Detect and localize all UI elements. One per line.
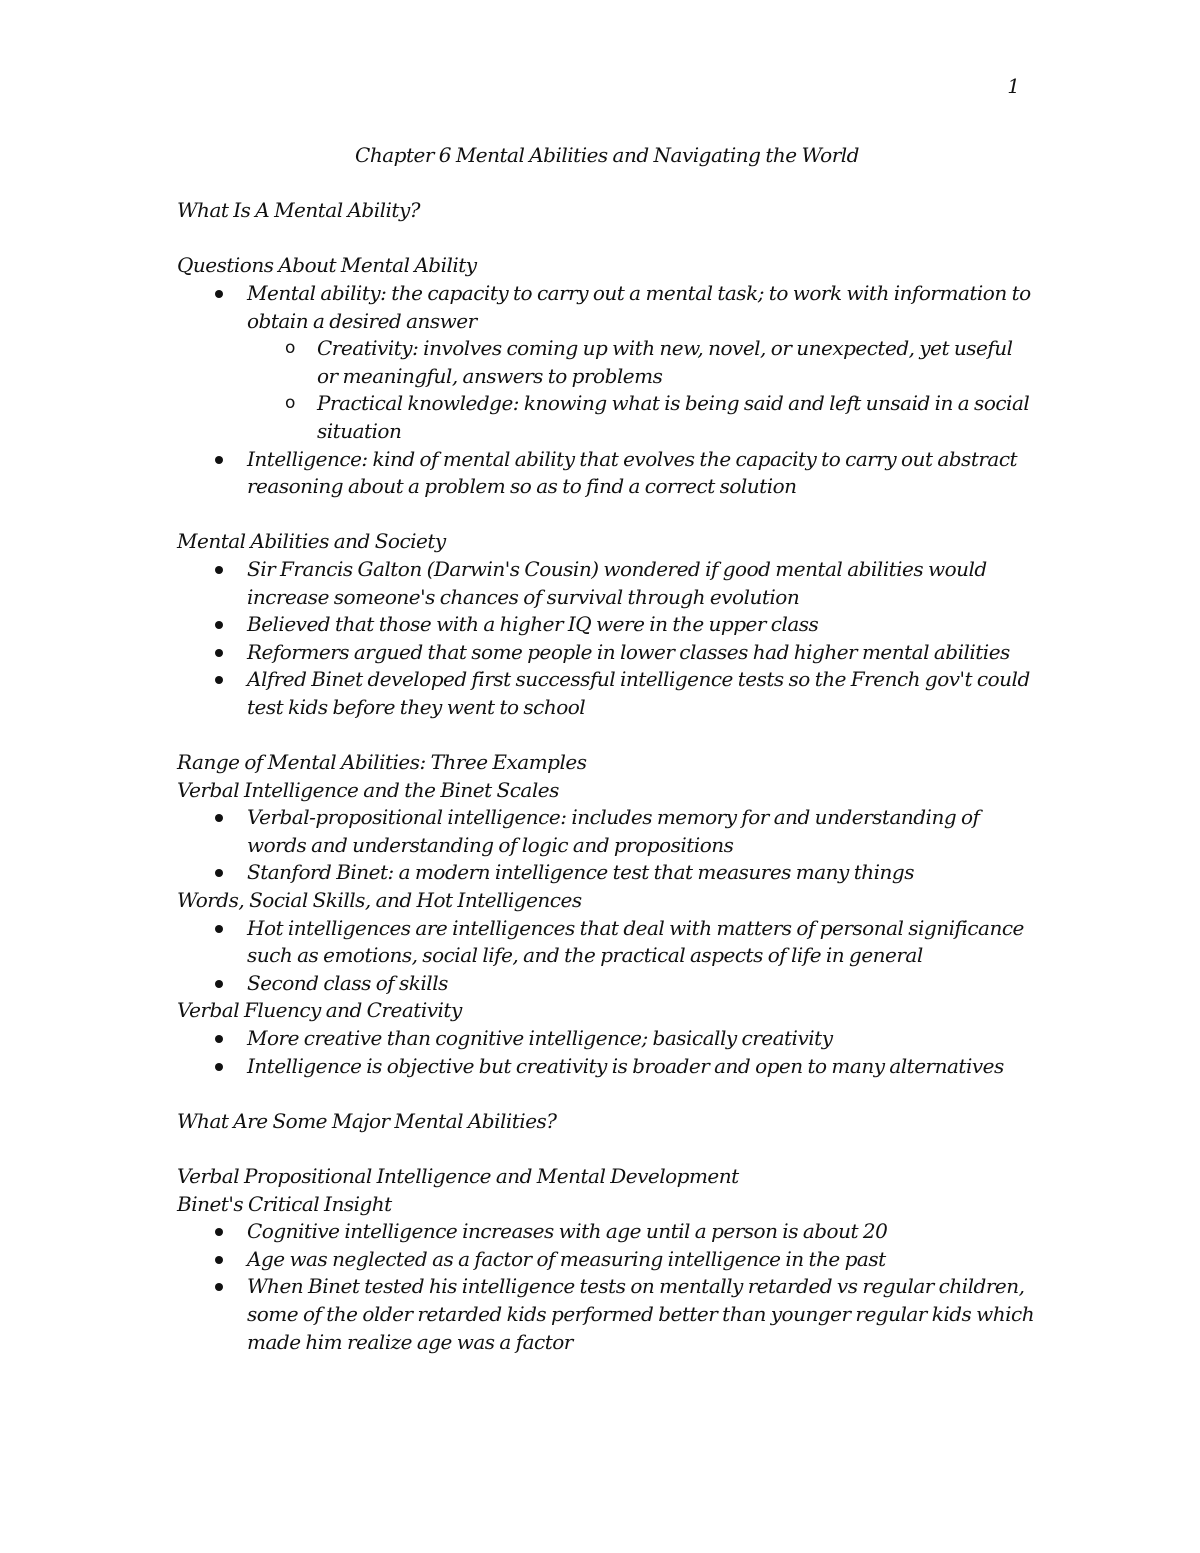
subheading-hot-intelligences: Words, Social Skills, and Hot Intelligences [177, 888, 582, 913]
section-heading-major: What Are Some Major Mental Abilities? [177, 1108, 557, 1133]
list-item: When Binet tested his intelligence tests on mentally retarded vs regular children, some of the older retarded kids performed better than younger regular kids which made him realize age was a factor [177, 1273, 1037, 1356]
hot-list [177, 915, 1037, 998]
subheading-verbal-binet: Verbal Intelligence and the Binet Scales [177, 777, 559, 802]
list-item [177, 280, 1037, 446]
list-item: Intelligence is objective but creativity is broader and open to many alternatives [177, 1053, 1037, 1081]
section-heading-range: Range of Mental Abilities: Three Examples [177, 750, 587, 775]
list-item: Intelligence: kind of mental ability that evolves the capacity to carry out abstract reasoning about a problem so as to find a correct solution [177, 446, 1037, 501]
list-item: Reformers argued that some people in lower classes had higher mental abilities [177, 639, 1037, 667]
document-title: Chapter 6 Mental Abilities and Navigating the World [355, 143, 859, 167]
list-item: Second class of skills [177, 970, 1037, 998]
binet-list [177, 1218, 1037, 1356]
list-item: Age was neglected as a factor of measuring intelligence in the past [177, 1246, 1037, 1274]
questions-list [177, 280, 1037, 501]
society-list [177, 556, 1037, 722]
list-item: Hot intelligences are intelligences that deal with matters of personal significance such as emotions, social life, and the practical aspects of life in general [177, 915, 1037, 970]
list-item: Verbal-propositional intelligence: includes memory for and understanding of words and understanding of logic and propositions [177, 804, 1037, 859]
sub-list [247, 335, 1037, 445]
list-item: More creative than cognitive intelligence; basically creativity [177, 1025, 1037, 1053]
list-item: Believed that those with a higher IQ were in the upper class [177, 611, 1037, 639]
page-number: 1 [1007, 74, 1020, 98]
list-item-text: Mental ability: the capacity to carry out a mental task; to work with information to obtain a desired answer [247, 280, 1031, 333]
list-item: Alfred Binet developed first successful intelligence tests so the French gov't could test kids before they went to school [177, 666, 1037, 721]
list-item: Cognitive intelligence increases with age until a person is about 20 [177, 1218, 1037, 1246]
subheading-binet-insight: Binet's Critical Insight [177, 1191, 392, 1216]
section-heading-verbal-development: Verbal Propositional Intelligence and Mental Development [177, 1163, 739, 1188]
section-heading-society: Mental Abilities and Society [177, 529, 446, 554]
section-heading-questions: Questions About Mental Ability [177, 253, 477, 278]
sub-list-item: o Creativity: involves coming up with new, novel, or unexpected, yet useful or meaningful, answers to problems [247, 335, 1037, 390]
fluency-list [177, 1025, 1037, 1080]
section-heading-what-is: What Is A Mental Ability? [177, 198, 420, 223]
list-item: Sir Francis Galton (Darwin's Cousin) wondered if good mental abilities would increase someone's chances of survival through evolution [177, 556, 1037, 611]
document-body [177, 142, 1037, 1356]
list-item: Stanford Binet: a modern intelligence test that measures many things [177, 859, 1037, 887]
verbal-list [177, 804, 1037, 887]
subheading-fluency-creativity: Verbal Fluency and Creativity [177, 998, 462, 1023]
sub-list-item: o Practical knowledge: knowing what is being said and left unsaid in a social situation [247, 390, 1037, 445]
